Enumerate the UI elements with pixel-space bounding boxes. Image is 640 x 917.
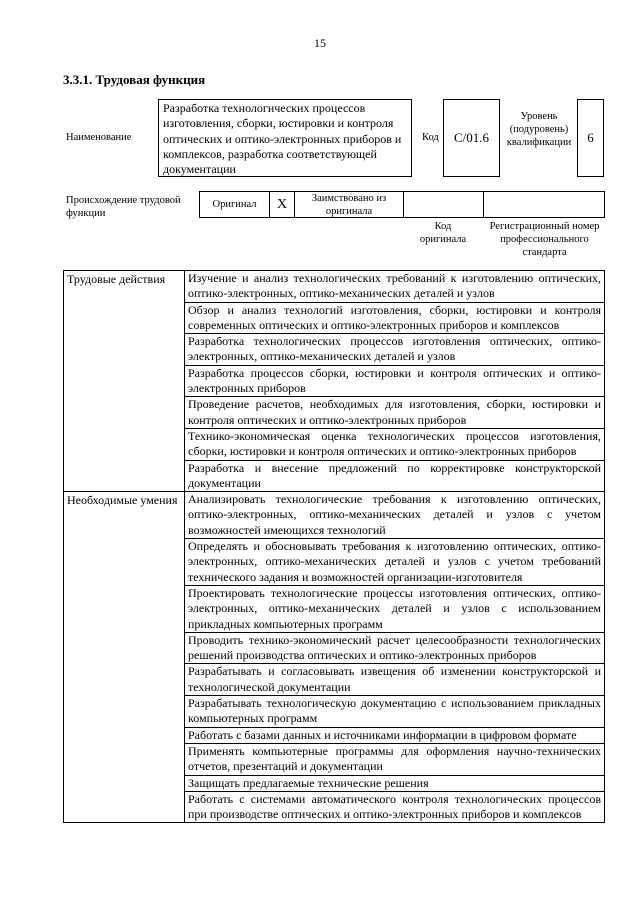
origin-label: Происхождение трудовой функции (66, 195, 181, 219)
section-item: Проводить технико-экономический расчет целесообразности технологических решений производства оптических и оптико-электронных приборов (185, 632, 605, 664)
section-item: Разработка технологических процессов изготовления оптических, оптико-электронных, оптико-механических деталей и узлов (185, 334, 605, 366)
reg-caption: Регистрационный номер профессионального стандарта (489, 221, 600, 258)
section-item: Работать с системами автоматического контроля технологических процессов при производстве оптических и оптико-электронных приборов и комплексов (185, 791, 605, 823)
table-row (64, 492, 605, 539)
section-item: Разрабатывать технологическую документацию с использованием прикладных компьютерных программ (185, 696, 605, 728)
name-label: Наименование (66, 132, 132, 143)
section-item: Защищать предлагаемые технические решения (185, 775, 605, 791)
section-item: Технико-экономическая оценка технологических процессов изготовления, сборки, юстировки и контроля оптических и оптико-электронных приборов (185, 428, 605, 460)
section-item: Применять компьютерные программы для оформления научно-технических отчетов, презентаций и документации (185, 743, 605, 775)
borrowed-label: Заимствовано из оригинала (295, 192, 404, 217)
original-label: Оригинал (200, 192, 270, 217)
section-item: Разработка процессов сборки, юстировки и контроля оптических и оптико-электронных приборов (185, 365, 605, 397)
main-table (63, 270, 605, 823)
section-item: Анализировать технологические требования к изготовлению оптических, оптико-электронных, оптико-механических деталей и узлов с учетом возможностей имеющихся технологий (185, 492, 605, 539)
section-item: Разрабатывать и согласовывать извещения об изменении конструкторской и технологической документации (185, 664, 605, 696)
section-title: 3.3.1. Трудовая функция (63, 72, 206, 87)
page-number: 15 (314, 36, 326, 50)
section-item: Работать с базами данных и источниками информации в цифровом формате (185, 727, 605, 743)
section-item: Проведение расчетов, необходимых для изготовления, сборки, юстировки и контроля оптических и оптико-электронных приборов (185, 397, 605, 429)
code-value: C/01.6 (443, 99, 500, 177)
section-item: Определять и обосновывать требования к изготовлению оптических, оптико-электронных, оптико-механических деталей и узлов с учетом требований технического задания и возможностей организации-изготовителя (185, 539, 605, 586)
original-mark: X (270, 192, 295, 217)
section-item: Изучение и анализ технологических требований к изготовлению оптических, оптико-электронных, оптико-механических деталей и узлов (185, 271, 605, 303)
level-value: 6 (577, 99, 604, 177)
origin-table (199, 191, 605, 218)
code-label: Код (422, 132, 439, 143)
section-item: Проектировать технологические процессы изготовления оптических, оптико-электронных, оптико-механических деталей и узлов с использованием прикладных компьютерных программ (185, 585, 605, 632)
section-heading: Трудовые действия (64, 271, 185, 492)
origin-reg-cell (484, 192, 604, 217)
section-item: Обзор и анализ технологий изготовления, сборки, юстировки и контроля современных оптических и оптико-электронных приборов и комплексов (185, 302, 605, 334)
section-heading: Необходимые умения (64, 492, 185, 823)
code-caption: Код оригинала (419, 221, 467, 245)
name-value: Разработка технологических процессов изготовления, сборки, юстировки и контроля оптических и оптико-электронных приборов и комплексов, разработка соответствующей документации (158, 99, 412, 177)
origin-code-cell (404, 192, 484, 217)
level-label: Уровень (подуровень) квалификации (506, 111, 572, 148)
main-table-body (64, 271, 605, 823)
section-item: Разработка и внесение предложений по корректировке конструкторской документации (185, 460, 605, 492)
table-row (64, 271, 605, 303)
